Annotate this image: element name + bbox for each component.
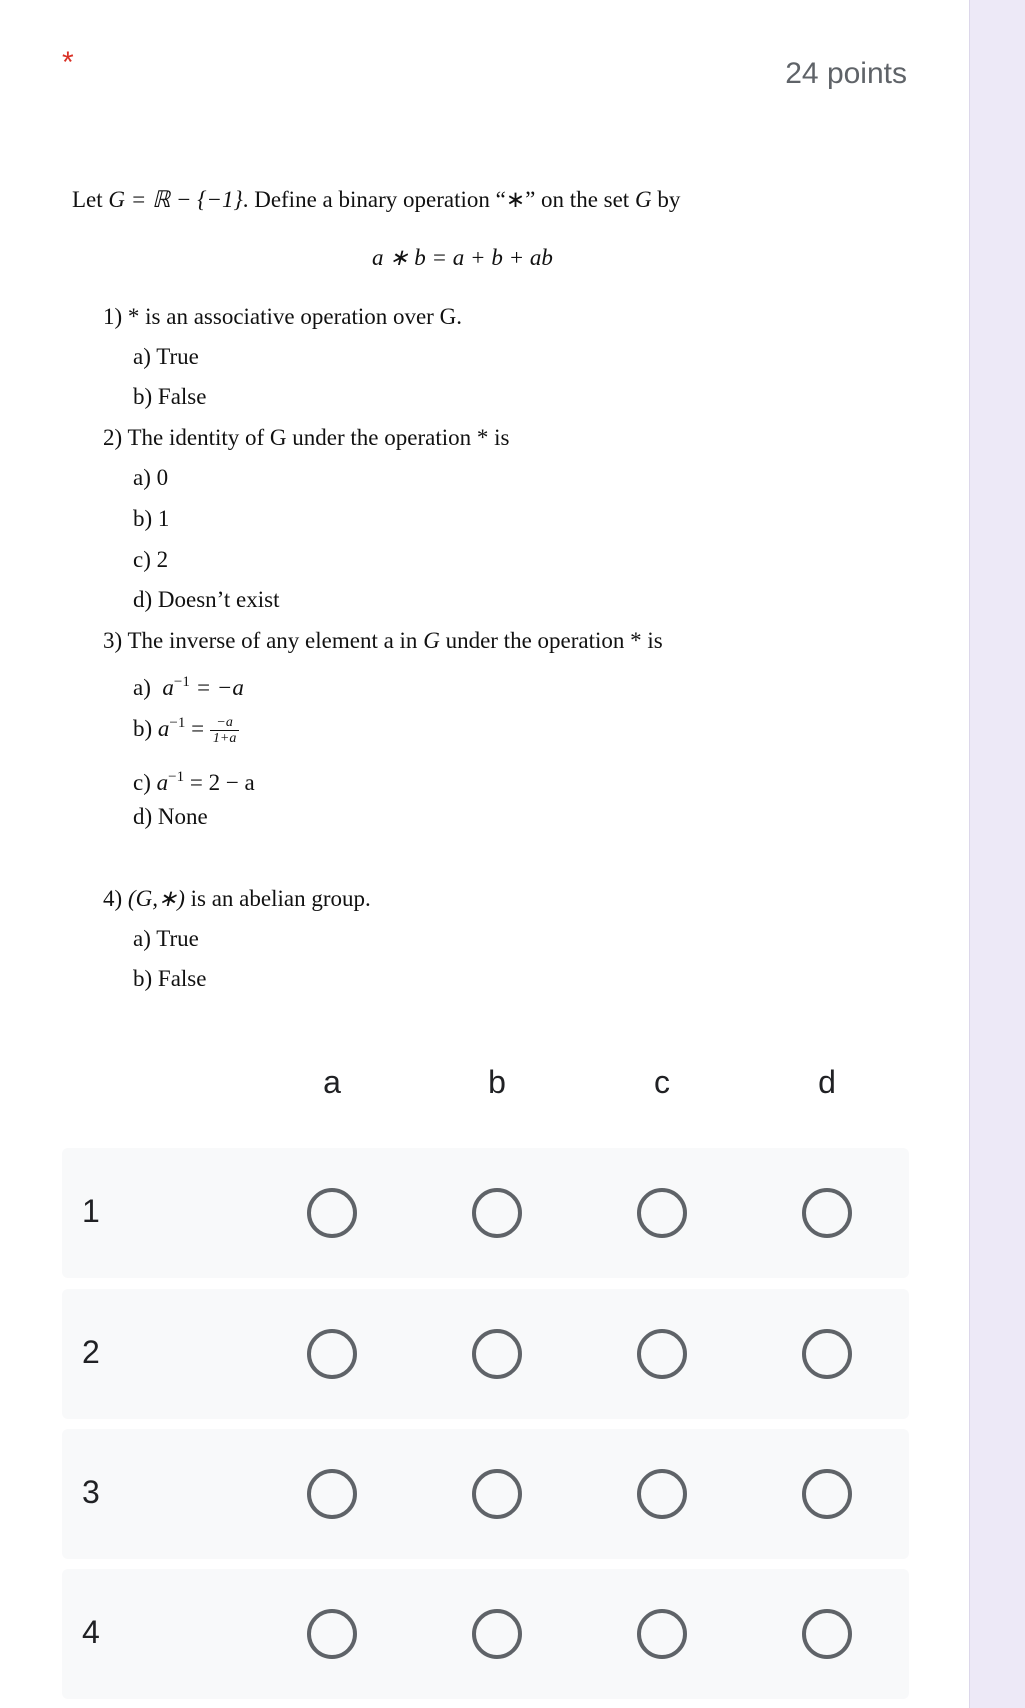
intro-set-definition: G = ℝ − {−1} [108,187,243,212]
grid-row-3 [62,1429,909,1559]
grid-row-2 [62,1289,909,1419]
fraction: $\frac{-a}{1+a}$ [210,715,239,746]
q4-option-a: a) True [133,926,199,951]
page-background-edge [969,0,1025,1708]
q1-option-a: a) True [133,344,199,369]
radio-row2-col-a[interactable] [307,1329,357,1379]
grid-column-d: d [818,1064,836,1100]
radio-row4-col-b[interactable] [472,1609,522,1659]
radio-row1-col-b[interactable] [472,1188,522,1238]
radio-row3-col-d[interactable] [802,1469,852,1519]
q3-set-name: G [423,628,440,653]
q3-suffix: under the operation * is [439,628,663,653]
radio-row1-col-c[interactable] [637,1188,687,1238]
required-marker: * [62,46,74,79]
q4-text: 4) (G,∗) is an abelian group. [103,886,371,911]
q3-option-d: d) None [133,804,208,829]
radio-row4-col-c[interactable] [637,1609,687,1659]
points-label: 24 points [785,57,907,90]
grid-column-a: a [323,1064,341,1100]
q2-option-a: a) 0 [133,465,169,490]
q1-option-b: b) False [133,384,207,409]
radio-row3-col-a[interactable] [307,1469,357,1519]
grid-row-4 [62,1569,909,1699]
grid-row-label: 2 [82,1334,100,1370]
radio-row4-col-d[interactable] [802,1609,852,1659]
q3-option-c: c) $a^{-1} = 2 - a$ [133,769,255,795]
question-intro [72,185,680,215]
q3-option-b: b) $a^{-1}$ = $\frac{-a}{1+a}$ [133,708,239,746]
q3-option-a: a) $a^{-1} = -a$ [133,674,244,700]
intro-suffix: by [651,187,681,212]
radio-row2-col-d[interactable] [802,1329,852,1379]
q1-text: 1) * is an associative operation over G. [103,304,462,329]
grid-row-label: 3 [82,1474,100,1510]
intro-set-name: G [634,187,652,212]
q4-option-b: b) False [133,966,207,991]
radio-row1-col-a[interactable] [307,1188,357,1238]
grid-column-b: b [488,1064,506,1100]
radio-row4-col-a[interactable] [307,1609,357,1659]
operation-definition: a ∗ b = a + b + ab [372,245,553,270]
radio-row2-col-b[interactable] [472,1329,522,1379]
grid-row-1 [62,1148,909,1278]
intro-middle: . Define a binary operation “ [242,187,506,212]
q2-text: 2) The identity of G under the operation * is [103,425,510,450]
q3-prefix: 3) The inverse of any element a in [103,628,424,653]
q2-option-d: d) Doesn’t exist [133,587,280,612]
q4-group: (G,∗) [127,886,185,911]
question-image [0,170,969,1010]
intro-after-operator: ” on the set [525,187,635,212]
radio-row3-col-b[interactable] [472,1469,522,1519]
radio-row3-col-c[interactable] [637,1469,687,1519]
radio-row1-col-d[interactable] [802,1188,852,1238]
q3-text [103,626,663,656]
grid-row-label: 4 [82,1614,100,1650]
intro-prefix: Let [72,187,109,212]
grid-column-c: c [654,1064,670,1100]
q2-option-b: b) 1 [133,506,170,531]
radio-row2-col-c[interactable] [637,1329,687,1379]
grid-row-label: 1 [82,1193,100,1229]
intro-operator: ∗ [505,187,526,212]
q2-option-c: c) 2 [133,547,169,572]
